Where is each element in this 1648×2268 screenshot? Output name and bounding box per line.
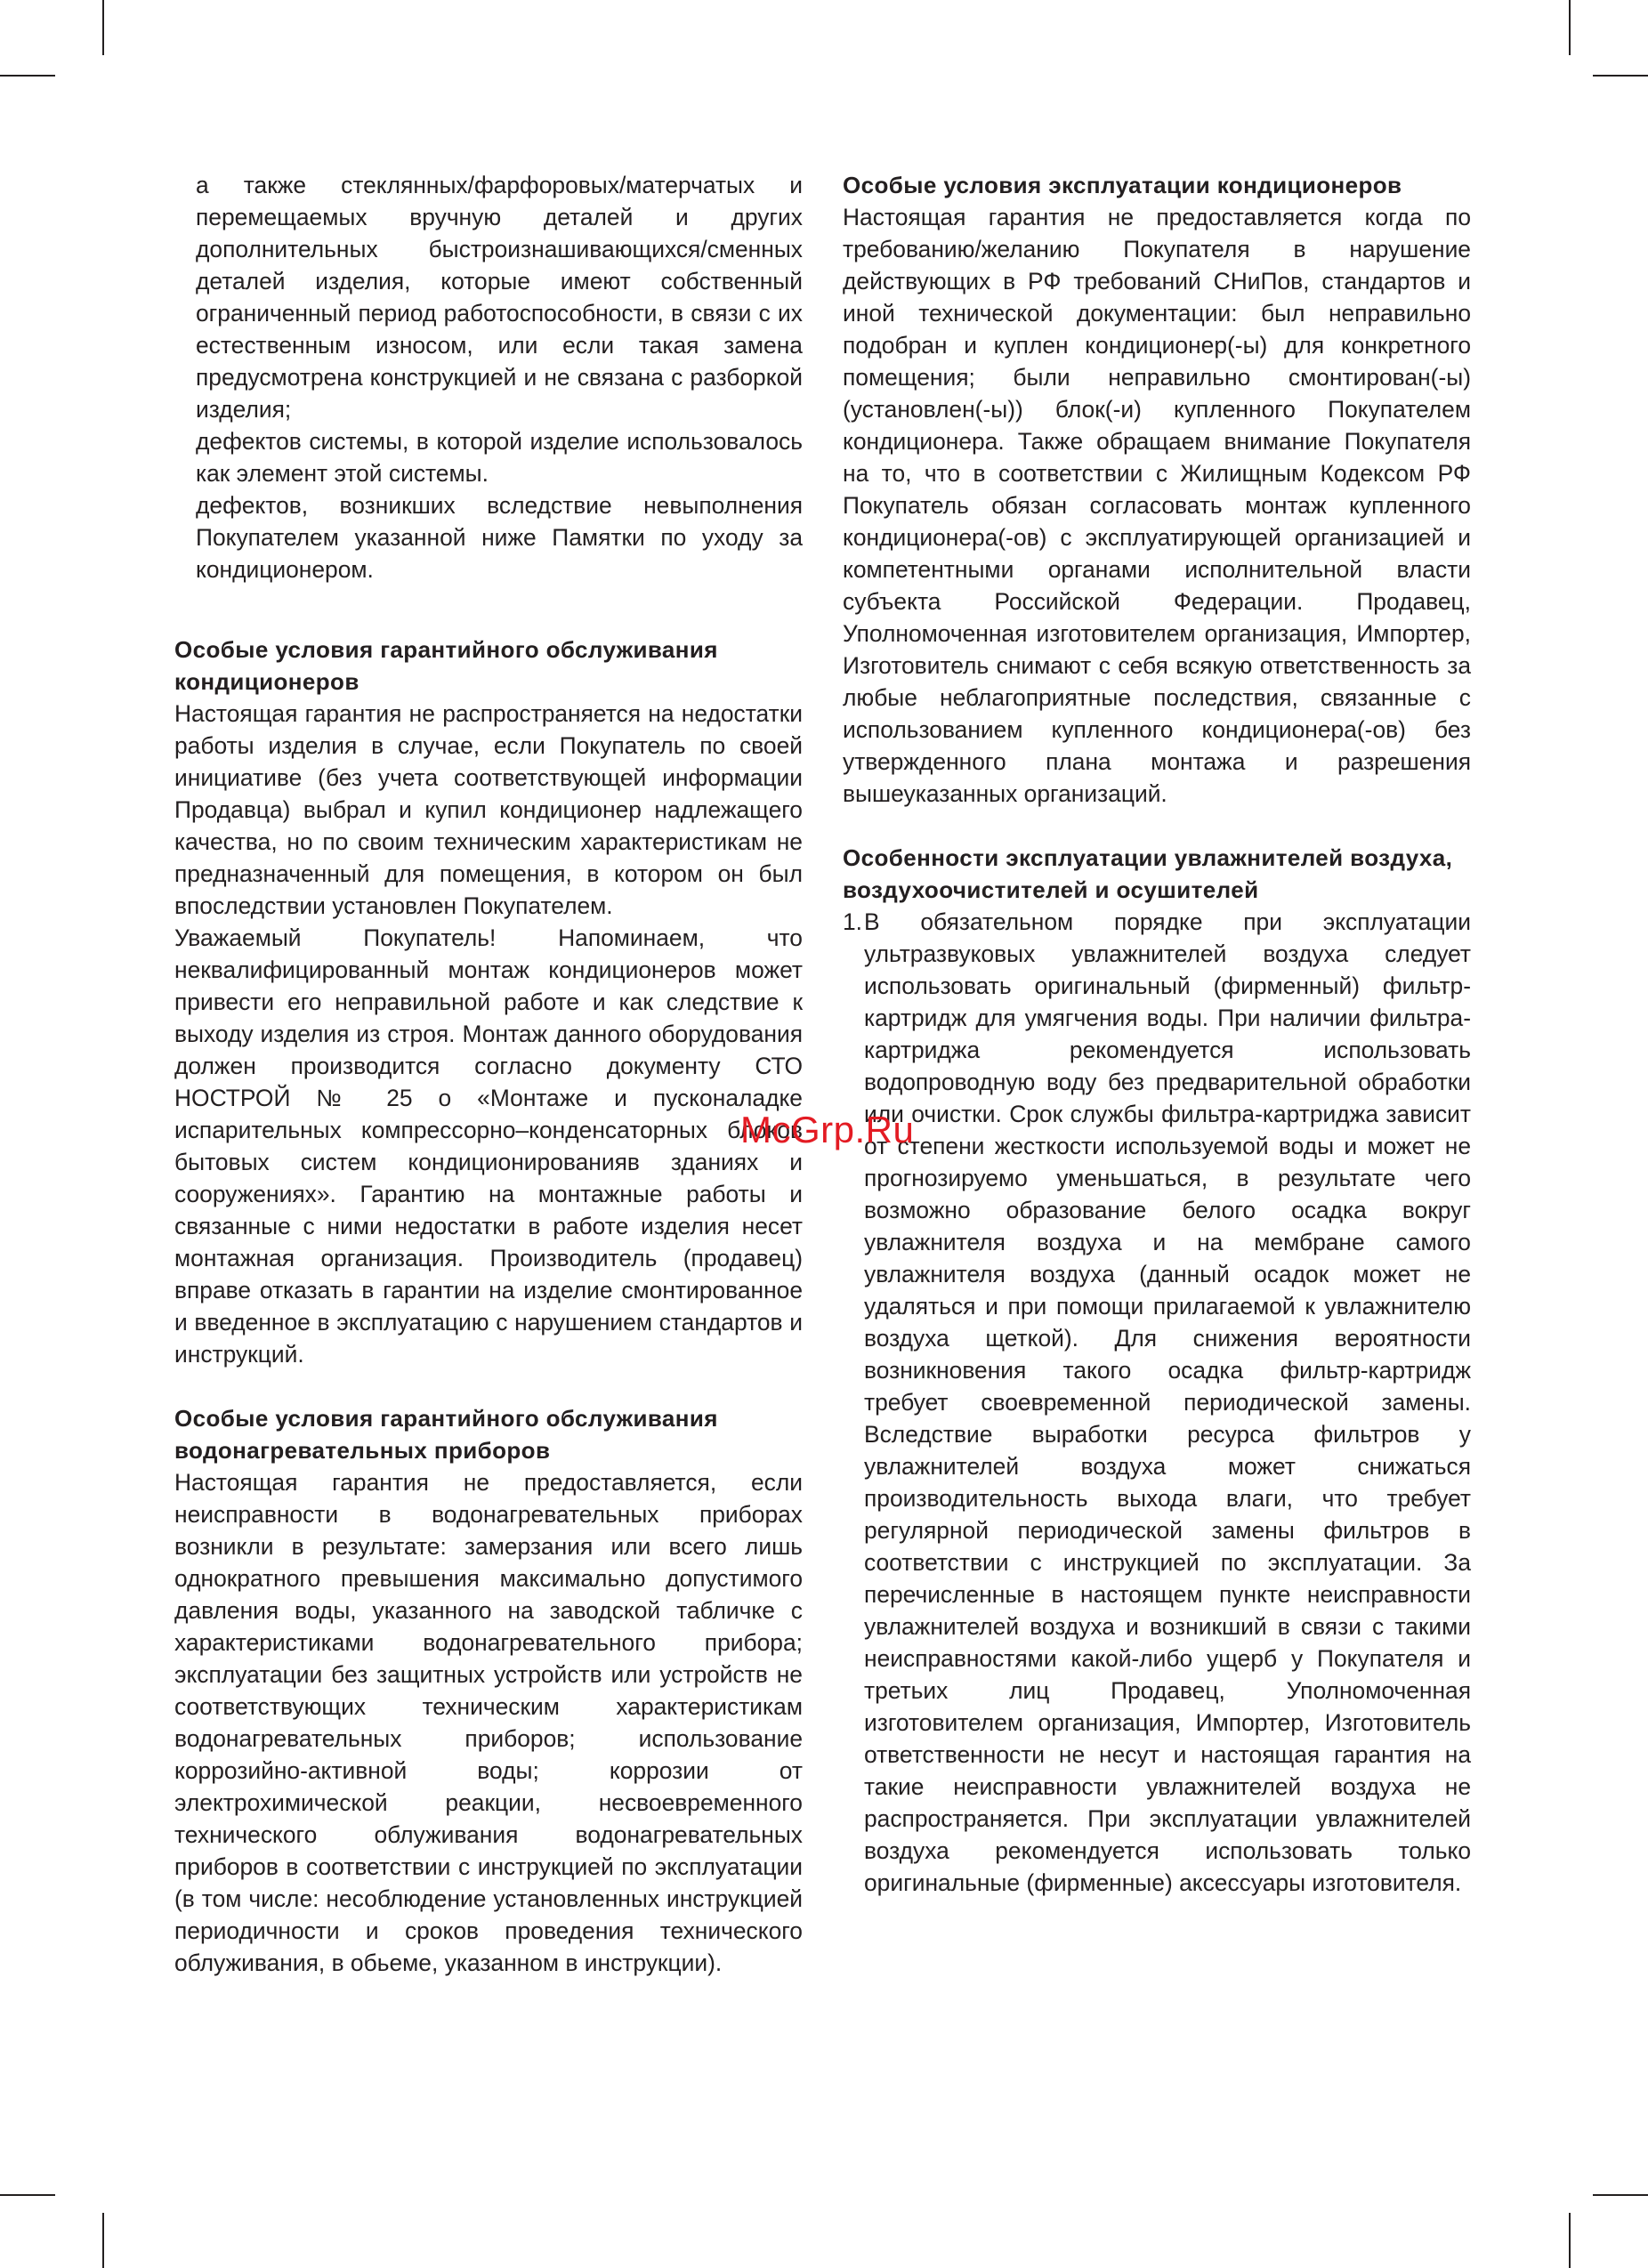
crop-mark-top-left bbox=[102, 0, 104, 55]
crop-mark-bottom-right bbox=[1569, 2213, 1571, 2268]
section-heading-ac-warranty: Особые условия гарантийного обслуживания кондиционеров bbox=[174, 636, 718, 695]
intro-paragraph: а также стеклянных/фарфоровых/матерчатых и перемещаемых вручную деталей и других дополнительных быстроизнашивающихся/сменных деталей изделия, которые имеют собственный ограниченный период работоспособности, в связи с их естественным износом, или если такая замена предусмотрена конструкцией и не связана с разборкой изделия; bbox=[196, 172, 803, 423]
paragraph: Настоящая гарантия не предоставляется когда по требованию/желанию Покупателя в нарушение действующих в РФ требований СНиПов, стандартов и иной технической документации: был неправильно подобран и куплен кондиционер(-ы) для конкретного помещения; были неправильно смонтирован(-ы) (установлен(-ы)) блок(-и) купленного Покупателем кондиционера. Также обращаем внимание Покупателя на то, что в соответствии с Жилищным Кодексом РФ Покупатель обязан согласовать монтаж купленного кондиционера(-ов) с эксплуатирующей организацией и компетентными органами исполнительной власти субъекта Российской Федерации. Продавец, Уполномоченная изготовителем организация, Импортер, Изготовитель снимают с себя всякую ответственность за любые неблагоприятные последствия, связанные с использованием купленного кондиционера(-ов) без утвержденного плана монтажа и разрешения вышеуказанных организаций. bbox=[843, 204, 1471, 807]
list-item bbox=[843, 906, 1471, 1899]
crop-mark-bottom-left-h bbox=[0, 2194, 55, 2196]
intro-paragraph: дефектов, возникших вследствие невыполнения Покупателем указанной ниже Памятки по уходу за кондиционером. bbox=[196, 492, 803, 583]
intro-paragraph: дефектов системы, в которой изделие использовалось как элемент этой системы. bbox=[196, 428, 803, 487]
section-heading-humidifiers: Особенности эксплуатации увлажнителей воздуха, воздухоочистителей и осушителей bbox=[843, 844, 1453, 903]
intro-list bbox=[174, 169, 803, 585]
paragraph: Настоящая гарантия не предоставляется, если неисправности в водонагревательных приборах возникли в результате: замерзания или всего лишь однократного превышения максимально допустимого давления воды, указанного на заводской табличке с характеристиками водонагревательного прибора; эксплуатации без защитных устройств или устройств не соответствующих техническим характеристикам водонагревательных приборов; использование коррозийно-активной воды; коррозии от электрохимической реакции, несвоевременного технического облуживания водонагревательных приборов в соответствии с инструкцией по эксплуатации (в том числе: несоблюдение установленных инструкцией периодичности и сроков проведения технического облуживания, в обьеме, указанном в инструкции). bbox=[174, 1469, 803, 1976]
crop-mark-bottom-right-h bbox=[1593, 2194, 1648, 2196]
crop-mark-bottom-left bbox=[102, 2213, 104, 2268]
watermark-text: McGrp.Ru bbox=[740, 1109, 915, 1150]
crop-mark-top-right bbox=[1569, 0, 1571, 55]
list-item-number: 1. bbox=[843, 908, 863, 935]
right-column bbox=[843, 169, 1471, 1899]
left-column bbox=[174, 169, 803, 1979]
crop-mark-top-left-h bbox=[0, 75, 55, 77]
paragraph: Настоящая гарантия не распространяется на недостатки работы изделия в случае, если Покупатель по своей инициативе (без учета соответствующей информации Продавца) выбрал и купил кондиционер надлежащего качества, но по своим техническим характеристикам не предназначенный для помещения, в котором он был впоследствии установлен Покупателем. bbox=[174, 700, 803, 919]
section-heading-water-heater-warranty: Особые условия гарантийного обслуживания водонагревательных приборов bbox=[174, 1405, 718, 1464]
section-heading-ac-operation: Особые условия эксплуатации кондиционеров bbox=[843, 172, 1402, 198]
crop-mark-top-right-h bbox=[1593, 75, 1648, 77]
paragraph: Уважаемый Покупатель! Напоминаем, что неквалифицированный монтаж кондиционеров может привести его неправильной работе и как следствие к выходу изделия из строя. Монтаж данного оборудования должен производится согласно документу СТО НОСТРОЙ № 25 о «Монтаже и пусконаладке испарительных компрессорно–конденсаторных блоков бытовых систем кондиционированияв зданиях и сооружениях». Гарантию на монтажные работы и связанные с ними недостатки в работе изделия несет монтажная организация. Производитель (продавец) вправе отказать в гарантии на изделие смонтированное и введенное в эксплуатацию с нарушением стандартов и инструкций. bbox=[174, 924, 803, 1368]
list-item-text: В обязательном порядке при эксплуатации ультразвуковых увлажнителей воздуха следует использовать оригинальный (фирменный) фильтр-картридж для умягчения воды. При наличии фильтра-картриджа рекомендуется использовать водопроводную воду без предварительной обработки или очистки. Срок службы фильтра-картриджа зависит от степени жесткости используемой воды и может не прогнозируемо уменьшаться, в результате чего возможно образование белого осадка вокруг увлажнителя воздуха и на мембране самого увлажнителя воздуха (данный осадок может не удаляться и при помощи прилагаемой к увлажнителю воздуха щеткой). Для снижения вероятности возникновения такого осадка фильтр-картридж требует своевременной периодической замены. Вследствие выработки ресурса фильтров у увлажнителей воздуха может снижаться производительность выхода влаги, что требует регулярной периодической замены фильтров в соответствии с инструкцией по эксплуатации. За перечисленные в настоящем пункте неисправности увлажнителей воздуха и возникший в связи с такими неисправностями какой-либо ущерб у Покупателя и третьих лиц Продавец, Уполномоченная изготовителем организация, Импортер, Изготовитель ответственности не несут и настоящая гарантия на такие неисправности увлажнителей воздуха не распространяется. При эксплуатации увлажнителей воздуха рекомендуется использовать только оригинальные (фирменные) аксессуары изготовителя. bbox=[864, 908, 1471, 1896]
